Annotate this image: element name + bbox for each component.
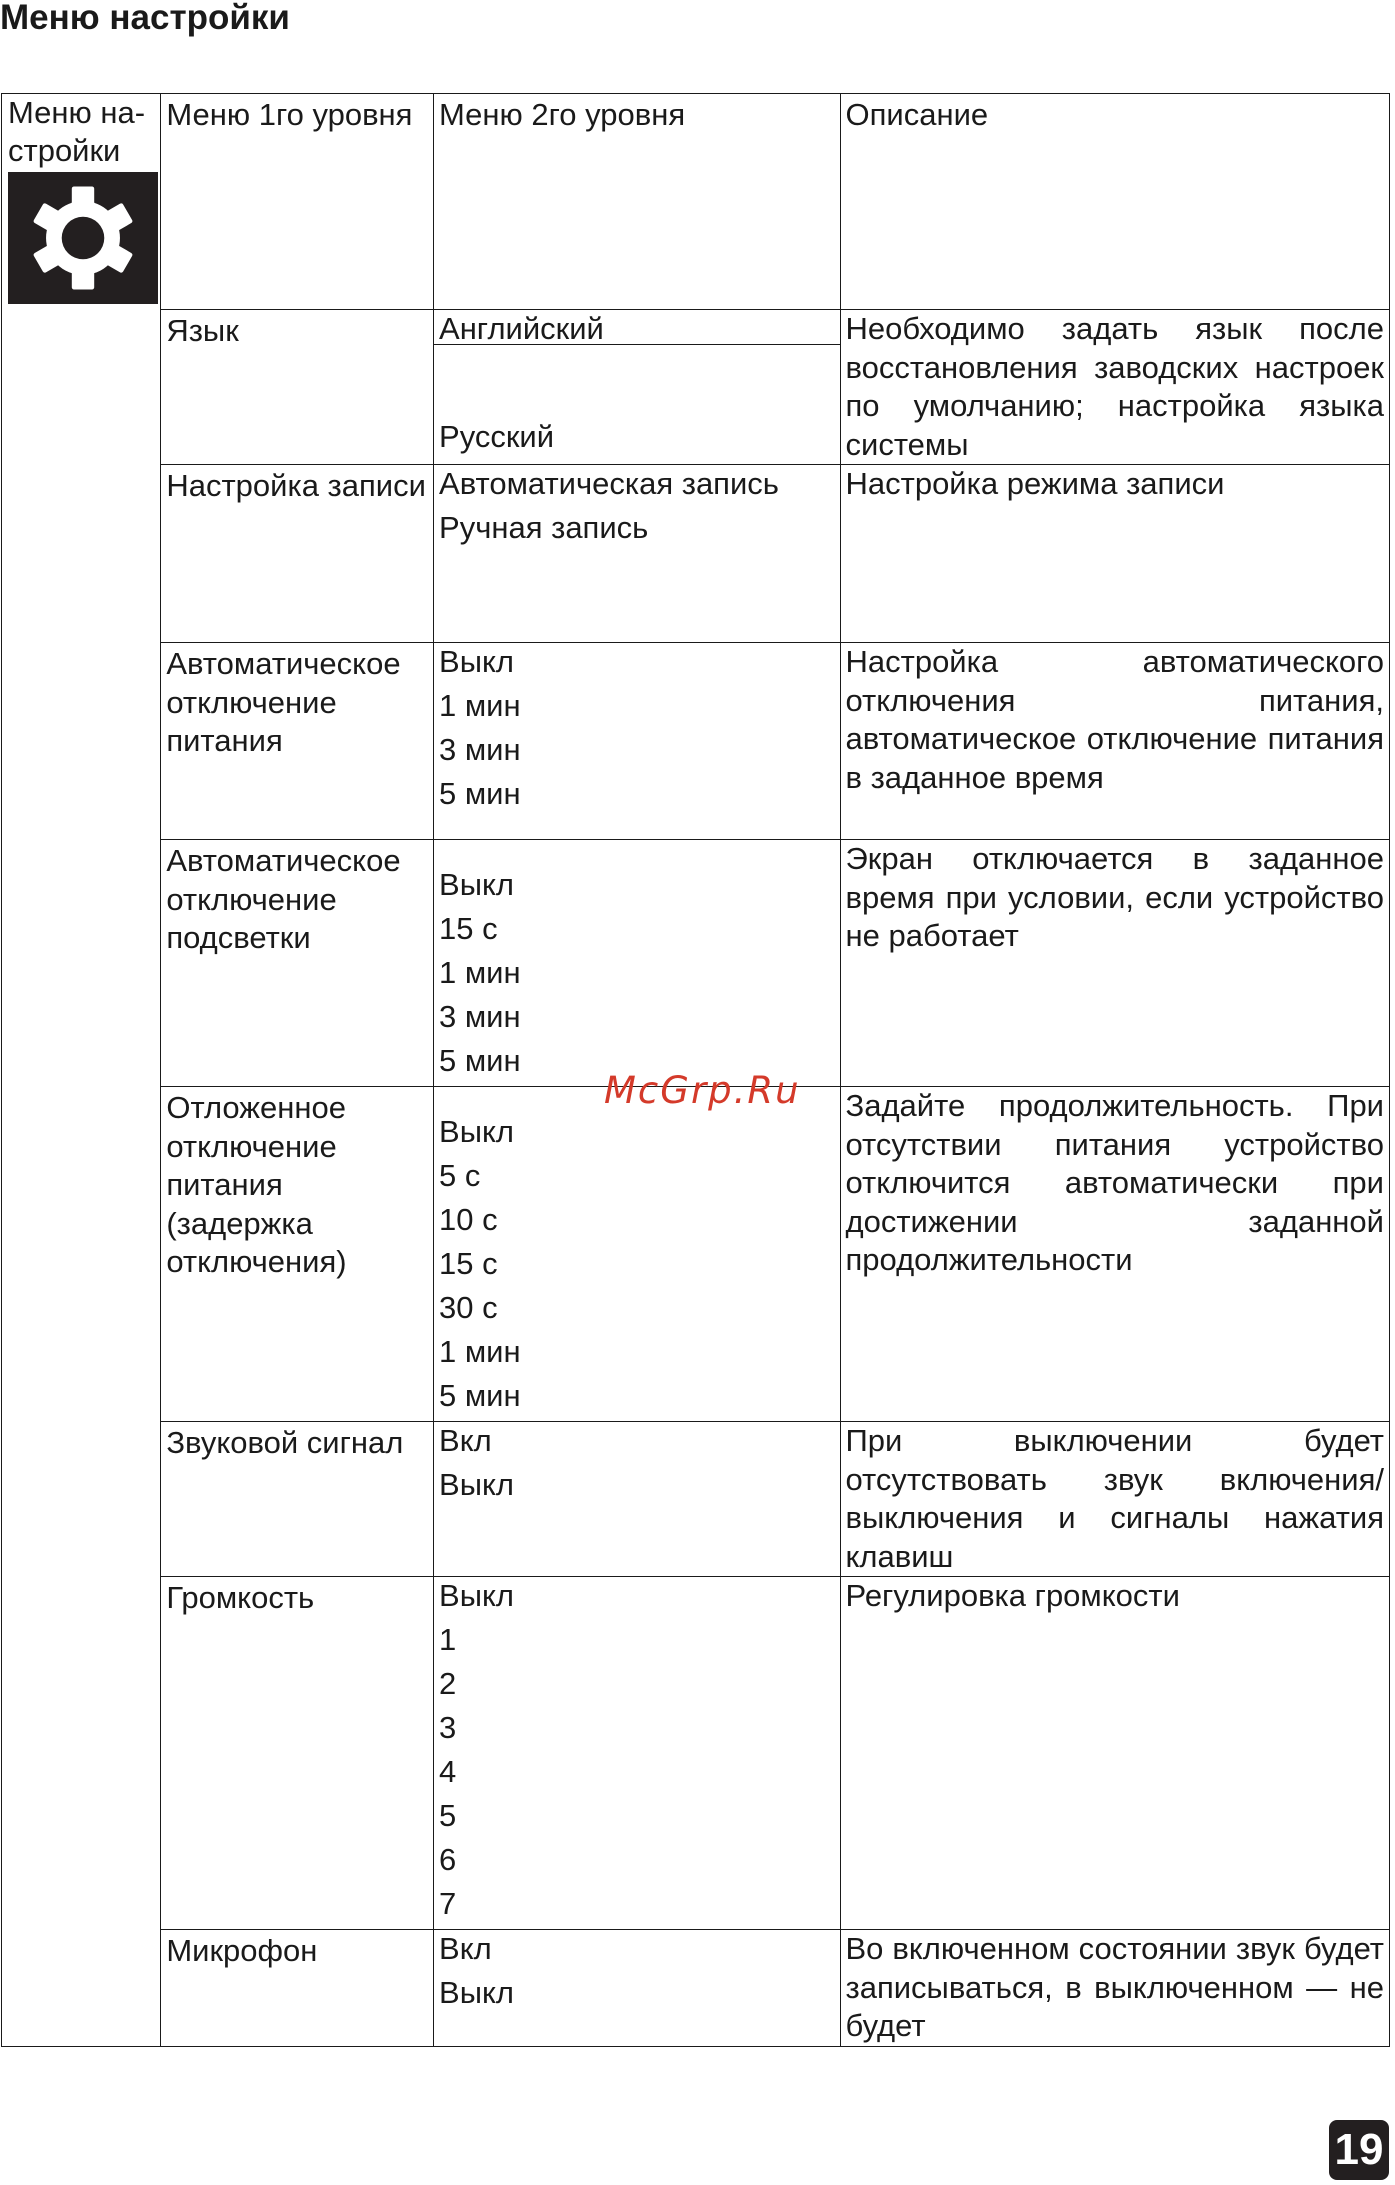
table-row [2, 643, 1390, 840]
option-item: 3 [439, 1710, 457, 1745]
option-item-wrapper [434, 345, 839, 455]
option-item: Английский [434, 310, 839, 345]
option-item: Выкл [439, 644, 514, 679]
option-item: 1 [439, 1622, 457, 1657]
level1-cell: Звуковой сигнал [161, 1422, 434, 1577]
level2-cell [434, 1577, 840, 1930]
description-cell: Настройка режима записи [840, 465, 1390, 643]
option-item: 15 с [439, 911, 498, 946]
option-item: Автоматическая запись [439, 466, 779, 501]
table-row [2, 1930, 1390, 2047]
option-item: 4 [439, 1754, 457, 1789]
option-item: Ручная запись [439, 510, 649, 545]
option-item: Выкл [439, 1975, 514, 2010]
settings-menu-cell [2, 94, 161, 2047]
option-item: 10 с [439, 1202, 498, 1237]
description-cell: При выключении будет отсутствовать звук включения/выключения и сигналы нажатия клавиш [840, 1422, 1390, 1577]
description-cell: Необходимо задать язык после восстановления заводских настроек по умолчанию; настройка языка системы [840, 310, 1390, 465]
option-item: 30 с [439, 1290, 498, 1325]
level2-cell [434, 1930, 840, 2047]
option-item: 6 [439, 1842, 457, 1877]
level2-cell [434, 1087, 840, 1422]
level2-cell [434, 310, 840, 465]
option-item: 1 мин [439, 688, 521, 723]
option-item: 5 мин [439, 1043, 521, 1078]
page-number: 19 [1329, 2120, 1389, 2180]
level1-cell: Автоматическое отключение питания [161, 643, 434, 840]
option-item: Выкл [439, 1114, 514, 1149]
option-item: 5 мин [439, 776, 521, 811]
header-level2: Меню 2го уровня [434, 94, 840, 310]
option-item: Выкл [439, 1578, 514, 1613]
option-item: Вкл [439, 1423, 492, 1458]
description-cell: Регулировка громкости [840, 1577, 1390, 1930]
option-item: 15 с [439, 1246, 498, 1281]
option-item: Русский [439, 419, 555, 454]
table-row [2, 1577, 1390, 1930]
level2-cell [434, 465, 840, 643]
level1-cell: Язык [161, 310, 434, 465]
gear-icon-graphic [27, 182, 139, 294]
option-item: Выкл [439, 867, 514, 902]
table-row [2, 1087, 1390, 1422]
level1-cell: Настройка записи [161, 465, 434, 643]
option-item: 1 мин [439, 955, 521, 990]
watermark: McGrp.Ru [604, 1069, 801, 1112]
level1-cell: Громкость [161, 1577, 434, 1930]
table-row [2, 465, 1390, 643]
page-title: Меню настройки [0, 0, 290, 37]
level1-cell: Автоматическое отключение подсветки [161, 840, 434, 1087]
option-item: 3 мин [439, 999, 521, 1034]
option-item: Выкл [439, 1467, 514, 1502]
table-row [2, 310, 1390, 465]
option-item: 5 мин [439, 1378, 521, 1413]
gear-icon [8, 172, 158, 304]
header-row [2, 94, 1390, 310]
level2-cell [434, 840, 840, 1087]
level2-cell [434, 1422, 840, 1577]
level2-cell [434, 643, 840, 840]
header-level1: Меню 1го уровня [161, 94, 434, 310]
option-item: 3 мин [439, 732, 521, 767]
description-cell: Задайте продолжительность. При отсутствии питания устройство отключится автоматически при достижении заданной продолжительности [840, 1087, 1390, 1422]
settings-menu-label: Меню на-стройки [8, 95, 146, 168]
header-description: Описание [840, 94, 1390, 310]
table-row [2, 840, 1390, 1087]
description-cell: Настройка автоматического отключения питания, автоматическое отключение питания в заданное время [840, 643, 1390, 840]
description-cell: Во включенном состоянии звук будет записываться, в выключенном — не будет [840, 1930, 1390, 2047]
option-item: 5 с [439, 1158, 481, 1193]
option-item: 2 [439, 1666, 457, 1701]
option-item: 1 мин [439, 1334, 521, 1369]
table-row [2, 1422, 1390, 1577]
option-item: 7 [439, 1886, 457, 1921]
option-item: 5 [439, 1798, 457, 1833]
description-cell: Экран отключается в заданное время при условии, если устройство не работает [840, 840, 1390, 1087]
option-item: Вкл [439, 1931, 492, 1966]
level1-cell: Отложенное отключение питания (задержка отключения) [161, 1087, 434, 1422]
level1-cell: Микрофон [161, 1930, 434, 2047]
